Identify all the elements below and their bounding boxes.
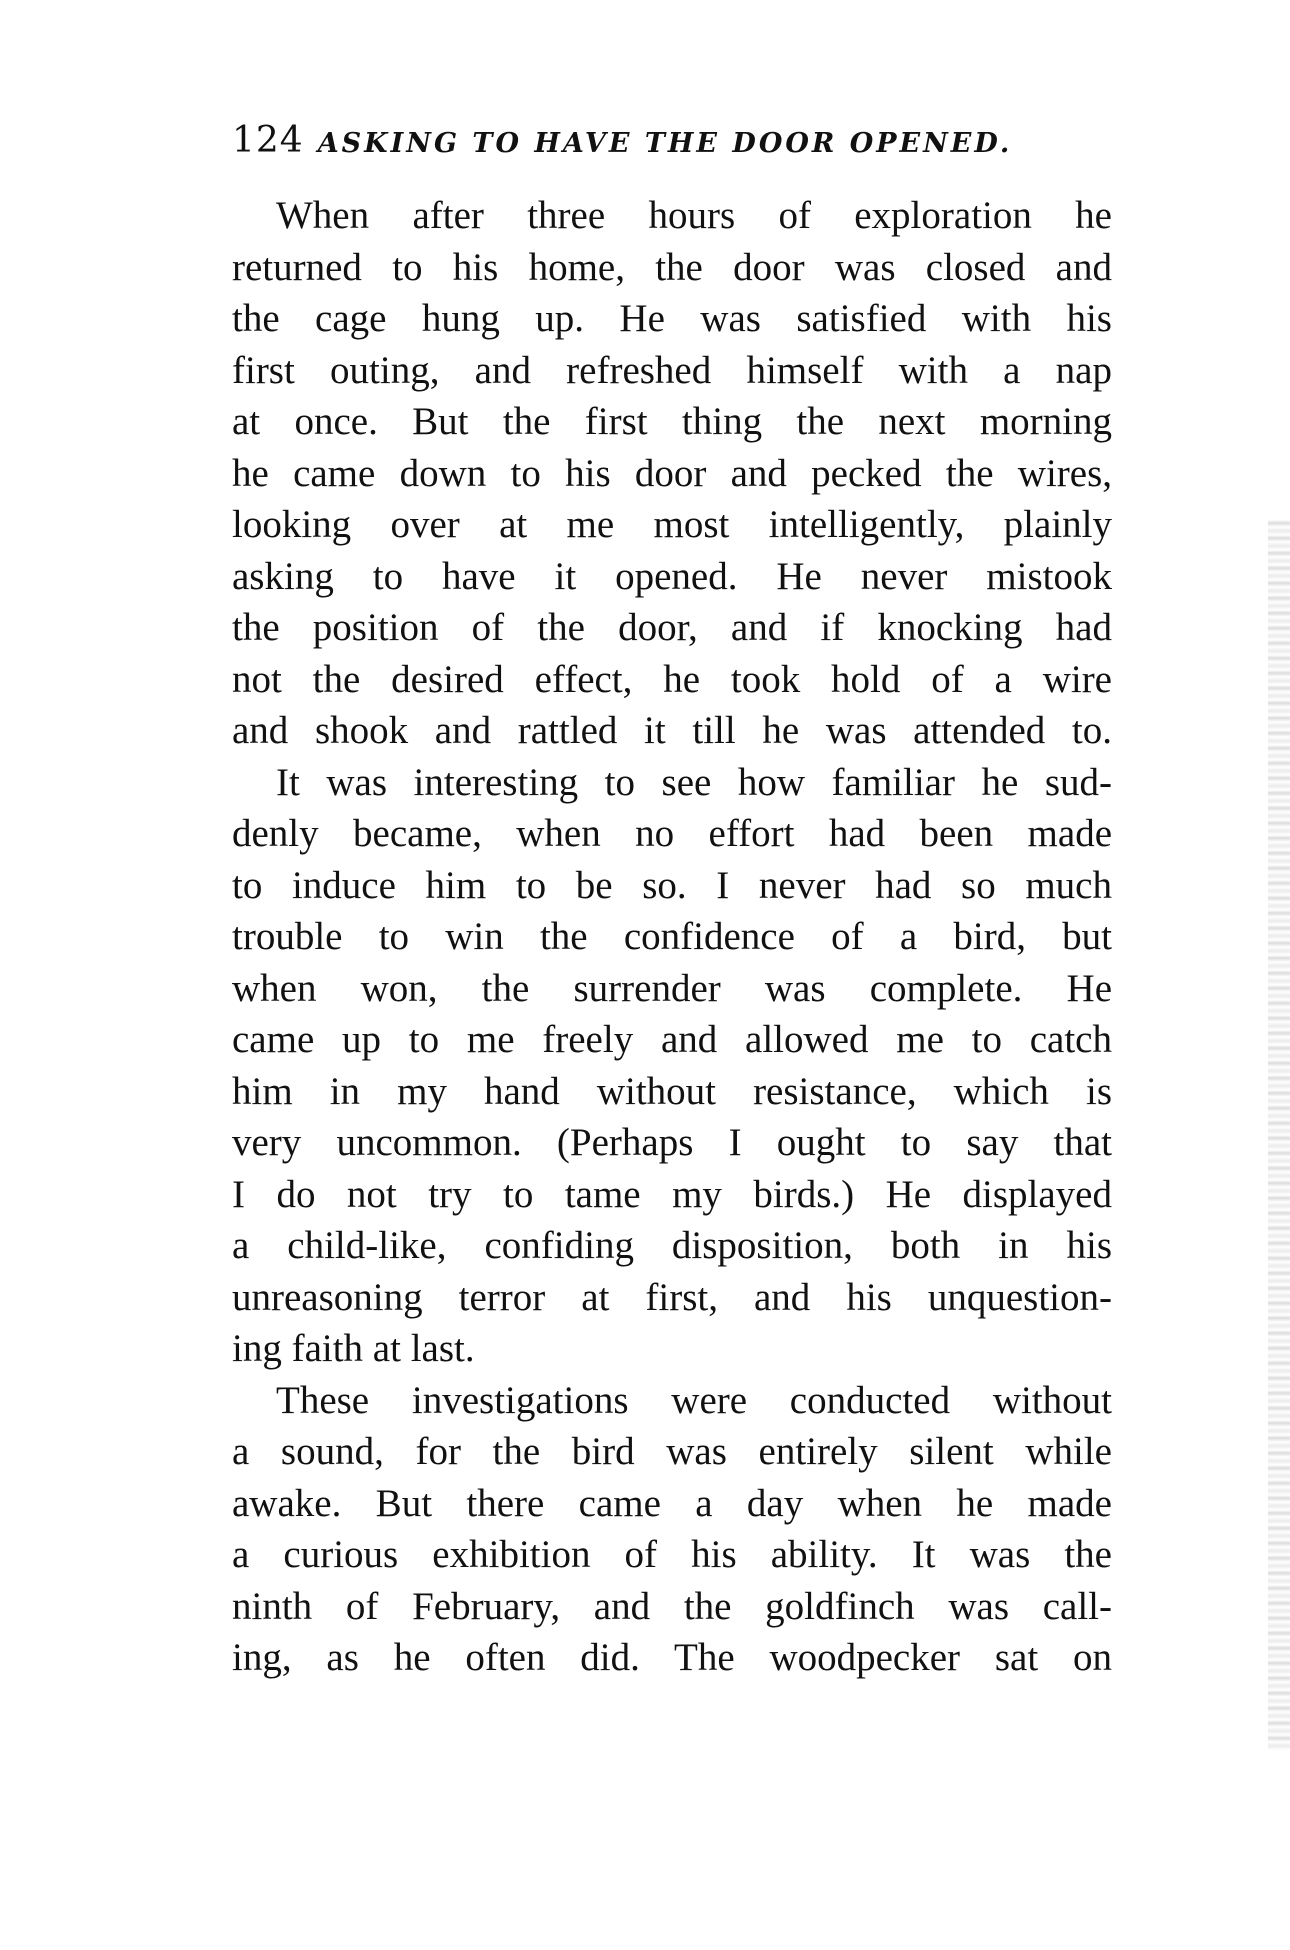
text-line: him in my hand without resistance, which is bbox=[232, 1069, 1112, 1113]
text-line: a sound, for the bird was entirely silent while bbox=[232, 1430, 1112, 1473]
text-line: not the desired effect, he took hold of a wire bbox=[232, 657, 1112, 701]
scan-edge-shadow bbox=[1268, 520, 1290, 1750]
text-line: I do not try to tame my birds.) He displayed bbox=[232, 1172, 1112, 1216]
text-line: asking to have it opened. He never mistook bbox=[232, 554, 1112, 598]
page-header bbox=[232, 120, 1132, 170]
text-line: came up to me freely and allowed me to catch bbox=[232, 1018, 1112, 1061]
body-text bbox=[232, 190, 1112, 1684]
text-line: These investigations were conducted without bbox=[276, 1378, 1112, 1422]
text-line: ing, as he often did. The woodpecker sat on bbox=[232, 1636, 1112, 1679]
text-line: very uncommon. (Perhaps I ought to say that bbox=[232, 1121, 1112, 1164]
text-line: the position of the door, and if knocking had bbox=[232, 606, 1112, 649]
text-line: to induce him to be so. I never had so much bbox=[232, 863, 1112, 907]
text-line: looking over at me most intelligently, plainly bbox=[232, 503, 1112, 546]
text-line: unreasoning terror at first, and his unquestion- bbox=[232, 1275, 1112, 1319]
text-line: It was interesting to see how familiar he sud- bbox=[276, 760, 1112, 804]
text-line: at once. But the first thing the next morning bbox=[232, 400, 1112, 443]
text-line: returned to his home, the door was closed and bbox=[232, 245, 1112, 289]
text-line: trouble to win the confidence of a bird, but bbox=[232, 915, 1112, 958]
text-line: first outing, and refreshed himself with a nap bbox=[232, 348, 1112, 392]
text-line: a child-like, confiding disposition, both in his bbox=[232, 1224, 1112, 1267]
text-line: a curious exhibition of his ability. It was the bbox=[232, 1533, 1112, 1576]
text-line: ninth of February, and the goldfinch was call- bbox=[232, 1584, 1112, 1628]
text-line: denly became, when no effort had been made bbox=[232, 812, 1112, 855]
text-line: ing faith at last. bbox=[232, 1327, 475, 1370]
page-number: 124 bbox=[232, 120, 304, 161]
text-line: and shook and rattled it till he was attended to. bbox=[232, 709, 1112, 752]
text-line: When after three hours of exploration he bbox=[276, 194, 1112, 237]
text-line: he came down to his door and pecked the wires, bbox=[232, 451, 1112, 495]
text-line: awake. But there came a day when he made bbox=[232, 1481, 1112, 1525]
text-line: when won, the surrender was complete. He bbox=[232, 966, 1112, 1010]
text-line: the cage hung up. He was satisfied with his bbox=[232, 297, 1112, 340]
running-head: ASKING TO HAVE THE DOOR OPENED. bbox=[317, 128, 1013, 159]
